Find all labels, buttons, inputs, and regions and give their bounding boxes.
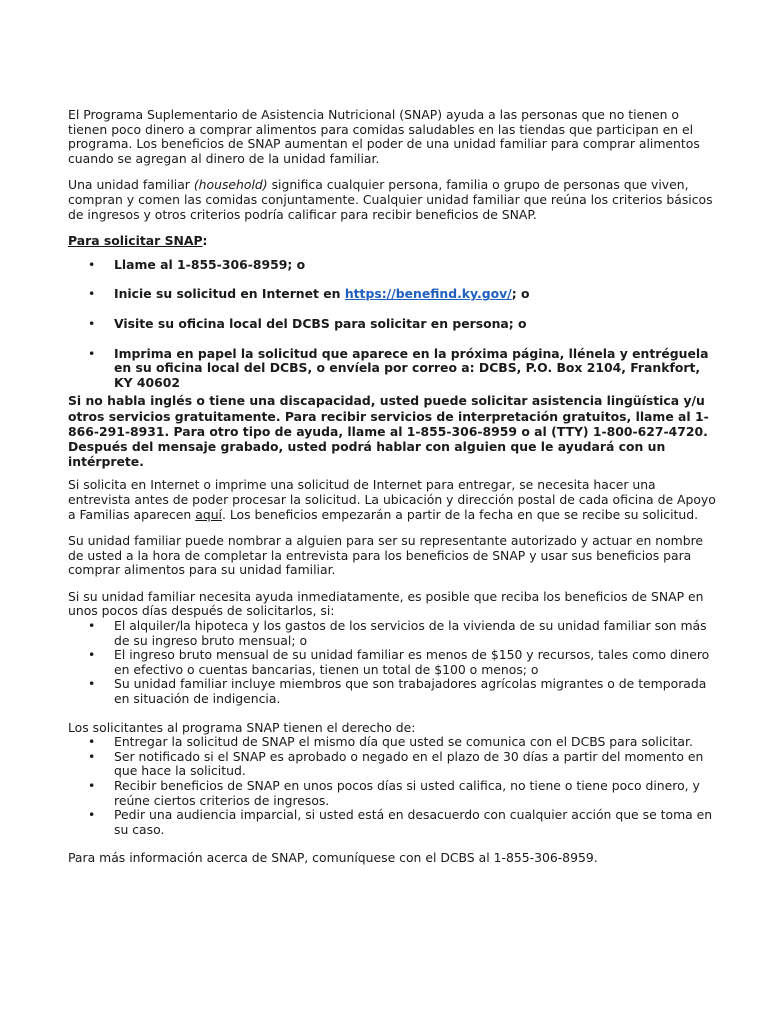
intro-paragraph: El Programa Suplementario de Asistencia Nutricional (SNAP) ayuda a las personas que no tienen o tienen poco dinero a comprar alimentos para comidas saludables en las tiendas que participan en el programa. Los beneficios de SNAP aumentan el poder de una unidad familiar para comprar alimentos cuando se agregan al dinero de la unidad familiar. — [68, 107, 700, 166]
internet-text-post: . Los beneficios empezarán a partir de la fecha en que se recibe su solicitud. — [222, 506, 699, 522]
urgent-item: • El ingreso bruto mensual de su unidad familiar es menos de $150 y recursos, tales como dinero en efectivo o cuentas bancarias, tienen un total de $100 o menos; o — [68, 648, 718, 677]
representative-paragraph: Su unidad familiar puede nombrar a alguien para ser su representante autorizado y actuar en nombre de usted a la hora de completar la entrevista para los beneficios de SNAP y usar sus beneficios para comprar alimentos para su unidad familiar. — [68, 533, 704, 578]
benefind-link[interactable]: https://benefind.ky.gov/ — [344, 286, 512, 302]
rights-item: • Ser notificado si el SNAP es aprobado o negado en el plazo de 30 días a partir del momento en que hace la solicitud. — [68, 750, 718, 779]
offices-link[interactable]: aquí — [195, 506, 222, 522]
apply-options-list — [68, 258, 718, 391]
apply-option-mail: • Imprima en papel la solicitud que aparece en la próxima página, llénela y entréguela en su oficina local del DCBS, o envíela por correo a: DCBS, P.O. Box 2104, Frankfort, KY 40602 — [68, 347, 718, 391]
document-page — [68, 108, 718, 866]
urgent-item: • Su unidad familiar incluye miembros que son trabajadores agrícolas migrantes o de temporada en situación de indigencia. — [68, 677, 718, 706]
disability-paragraph: Si no habla inglés o tiene una discapacidad, usted puede solicitar asistencia lingüística y/u otros servicios gratuitamente. Para recibir servicios de interpretación gratuitos, llame al 1-866-291-8931. Para otro tipo de ayuda, llame al 1-855-306-8959 o al (TTY) 1-800-627-4720. Después del mensaje grabado, usted podrá hablar con alguien que le ayudará con un intérprete. — [68, 393, 709, 470]
rights-item: • Entregar la solicitud de SNAP el mismo día que usted se comunica con el DCBS para solicitar. — [68, 735, 718, 750]
apply-heading-text: Para solicitar SNAP — [68, 233, 203, 249]
apply-option-online-text: Inicie su solicitud en Internet en — [114, 286, 345, 302]
contact-paragraph: Para más información acerca de SNAP, comuníquese con el DCBS al 1-855-306-8959. — [68, 850, 598, 866]
apply-heading — [68, 234, 718, 249]
apply-option-phone: • Llame al 1-855-306-8959; o — [68, 258, 718, 273]
apply-option-office: • Visite su oficina local del DCBS para solicitar en persona; o — [68, 317, 718, 332]
household-text-pre: Una unidad familiar — [68, 177, 194, 193]
internet-text-pre: Si solicita en Internet o imprime una solicitud de Internet para entregar, se necesita hacer una entrevista antes de poder procesar la solicitud. La ubicación y dirección postal de cada oficina de Apoyo a Familias aparecen — [68, 477, 716, 522]
rights-intro: Los solicitantes al programa SNAP tienen el derecho de: — [68, 719, 416, 735]
internet-paragraph — [68, 478, 718, 522]
urgent-item: • El alquiler/la hipoteca y los gastos de los servicios de la vivienda de su unidad familiar son más de su ingreso bruto mensual; o — [68, 619, 718, 648]
rights-item: • Recibir beneficios de SNAP en unos pocos días si usted califica, no tiene o tiene poco dinero, y reúne ciertos criterios de ingresos. — [68, 779, 718, 808]
household-paragraph — [68, 178, 718, 222]
urgent-intro: Si su unidad familiar necesita ayuda inmediatamente, es posible que reciba los beneficios de SNAP en unos pocos días después de solicitarlos, si: — [68, 588, 704, 619]
household-term: (household) — [193, 177, 268, 193]
urgent-list — [68, 619, 718, 707]
apply-heading-colon: : — [202, 233, 208, 249]
rights-item: • Pedir una audiencia imparcial, si usted está en desacuerdo con cualquier acción que se toma en su caso. — [68, 808, 718, 837]
rights-list — [68, 735, 718, 837]
apply-option-online-suffix: ; o — [511, 286, 530, 302]
household-text-post: significa cualquier persona, familia o grupo de personas que viven, compran y comen las comidas conjuntamente. Cualquier unidad familiar que reúna los criterios básicos de ingresos y otros criterios podría calificar para recibir beneficios de SNAP. — [68, 177, 713, 222]
apply-option-online — [68, 287, 718, 302]
